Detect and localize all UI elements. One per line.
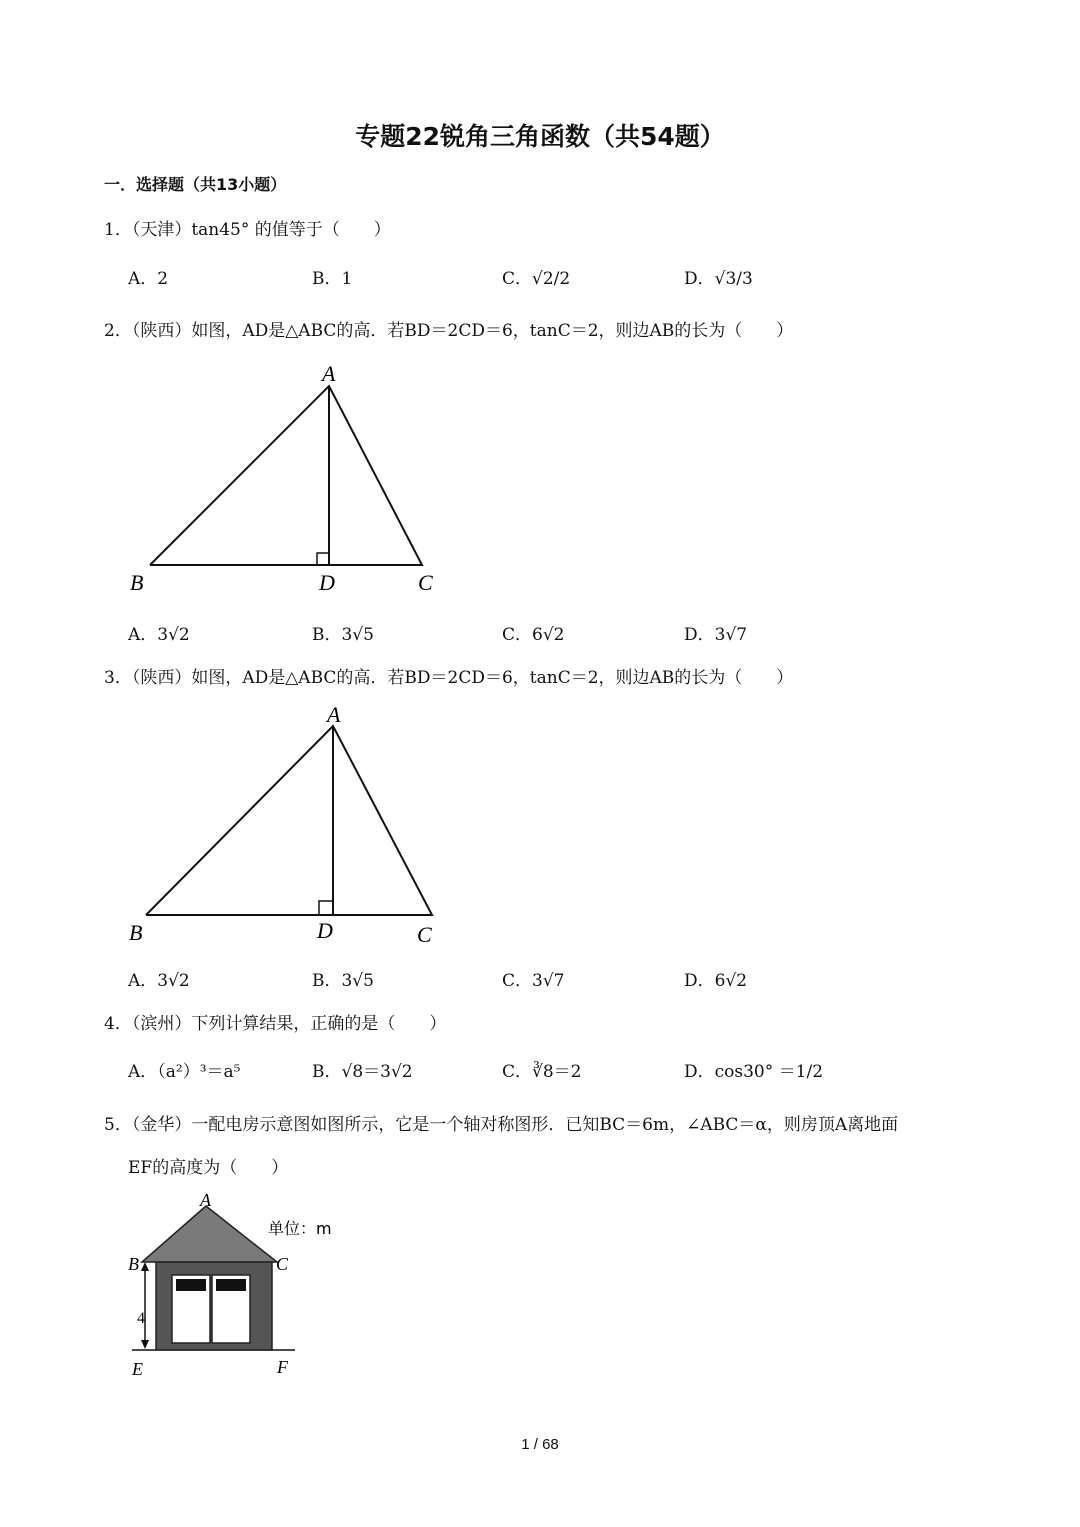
q3-option-d: D．6√2 xyxy=(684,971,748,991)
q5-house-figure xyxy=(120,1192,380,1387)
q5-arrow-head-bottom xyxy=(141,1340,149,1349)
question-2-stem: 2．（陕西）如图，AD是△ABC的高．若BD＝2CD＝6，tanC＝2，则边AB的长为（ ） xyxy=(104,321,794,341)
q2-option-c: C．6√2 xyxy=(502,625,565,645)
q3-label-d: D xyxy=(317,918,333,943)
q5-label-b: B xyxy=(128,1254,139,1274)
q5-unit-label: 单位：m xyxy=(268,1219,332,1238)
q1-option-d: D．√3/3 xyxy=(684,269,753,289)
q3-right-angle-mark xyxy=(319,901,333,915)
q2-option-b: B．3√5 xyxy=(312,625,374,645)
q3-label-b: B xyxy=(129,920,143,945)
q5-label-e: E xyxy=(132,1359,143,1379)
q4-option-c: C．∛8＝2 xyxy=(502,1062,582,1082)
question-4-stem: 4．（滨州）下列计算结果，正确的是（ ） xyxy=(104,1014,447,1034)
page-title: 专题22锐角三角函数（共54题） xyxy=(355,122,725,151)
q2-label-a: A xyxy=(322,361,336,386)
q3-triangle-figure xyxy=(120,700,460,955)
q3-option-c: C．3√7 xyxy=(502,971,565,991)
question-5-stem-line1: 5．（金华）一配电房示意图如图所示，它是一个轴对称图形．已知BC＝6m，∠ABC＝α，则房顶A离地面 xyxy=(104,1115,899,1135)
q2-option-d: D．3√7 xyxy=(684,625,748,645)
q2-triangle-figure xyxy=(120,358,460,603)
q5-label-f: F xyxy=(277,1357,288,1377)
section-heading: 一．选择题（共13小题） xyxy=(104,175,287,194)
q5-label-a: A xyxy=(200,1192,211,1210)
q5-door-right-band xyxy=(216,1279,246,1291)
q4-option-a: A．（a²）³＝a⁵ xyxy=(128,1062,241,1082)
q5-arrow-head-top xyxy=(141,1262,149,1271)
q1-option-a: A．2 xyxy=(128,269,169,289)
q1-option-b: B．1 xyxy=(312,269,353,289)
q5-height-value: 4 xyxy=(137,1310,145,1327)
q3-label-a: A xyxy=(327,702,341,727)
question-5-stem-line2: EF的高度为（ ） xyxy=(128,1158,289,1178)
q2-label-d: D xyxy=(319,570,335,595)
q2-label-c: C xyxy=(418,570,433,595)
q3-triangle-outline xyxy=(146,726,432,915)
q4-option-d: D．cos30° ＝1/2 xyxy=(684,1062,824,1082)
q2-label-b: B xyxy=(130,570,144,595)
q5-door-left-band xyxy=(176,1279,206,1291)
q2-right-angle-mark xyxy=(317,553,329,565)
q5-roof xyxy=(142,1206,277,1262)
q2-option-a: A．3√2 xyxy=(128,625,190,645)
q1-option-c: C．√2/2 xyxy=(502,269,571,289)
question-1-stem: 1．（天津）tan45° 的值等于（ ） xyxy=(104,220,391,240)
q3-option-a: A．3√2 xyxy=(128,971,190,991)
q2-triangle-outline xyxy=(150,386,422,565)
page-number: 1 / 68 xyxy=(521,1436,559,1453)
q3-label-c: C xyxy=(417,922,432,947)
q5-label-c: C xyxy=(276,1254,289,1274)
q3-option-b: B．3√5 xyxy=(312,971,374,991)
question-3-stem: 3．（陕西）如图，AD是△ABC的高．若BD＝2CD＝6，tanC＝2，则边AB的长为（ ） xyxy=(104,668,794,688)
q4-option-b: B．√8＝3√2 xyxy=(312,1062,413,1082)
